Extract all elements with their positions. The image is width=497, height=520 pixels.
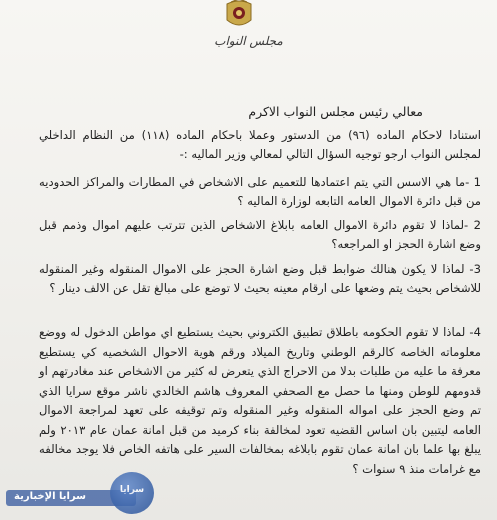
watermark-badge-text: سرايا [119,485,145,495]
saraya-watermark [6,472,166,514]
watermark-logo-icon [110,472,154,514]
question-3: 3- لماذا لا يكون هنالك ضوابط قبل وضع اشارة الحجز على الاموال المنقوله وغير المنقوله للاشخاص بحيث يتم وضعها على ارقام معينه بحيث لا توضع على مبالغ تقل عن الالف دينار ؟ [39,262,481,295]
watermark-brand: سرايا الإخبارية [14,491,86,502]
jordan-crest-icon [221,0,257,30]
question-4: 4- لماذا لا تقوم الحكومه باطلاق تطبيق الكتروني بحيث يستطيع اي مواطن الدخول له ووضع معلوماته الخاصه كالرقم الوطني وتاريخ الميلاد ورقم هوية الاحوال الشخصيه كي يستطيع معرفة ما عليه من طلبات بدلا من الاحراج الذي يتعرض له كثير من الاشخاص عند مغادرتهم او قدومهم للوطن ومنها ما حصل مع الصحفي المعروف هاشم الخالدي ناشر موقع سرايا الذي تم وضع الحجز على امواله المنقوله وغير المنقوله وتم توقيفه على تعهد لمراجعة الاموال العامه ليتبين بان اساس القضيه تعود لمخالفة بناء كرميد من قبل امانة عمان عام ٢٠١٣ ولم يبلغ بها علما بان امانة عمان تقوم بابلاغه بمخالفات السير على هاتفه الخاص فلا يوجد مخالفه مع غرامات منذ ٩ سنوات ؟ [39,325,481,476]
question-1: 1 -ما هي الاسس التي يتم اعتمادها للتعميم على الاشخاص في المطارات والمراكز الحدوديه من قبل دائرة الاموال العامه التابعه لوزارة الماليه ؟ [39,175,481,208]
salutation: معالي رئيس مجلس النواب الاكرم [248,104,423,119]
council-name: مجلس النواب [214,34,283,48]
question-2: 2 -لماذا لا تقوم دائرة الاموال العامه بابلاغ الاشخاص الذين تترتب عليهم اموال وذمم قبل وضع اشارة الحجز او المراجعه؟ [39,218,481,251]
intro-paragraph: استنادا لاحكام الماده (٩٦) من الدستور وعملا باحكام الماده (١١٨) من النظام الداخلي لمجلس النواب ارجو توجيه السؤال التالي لمعالي وزير الماليه :- [39,128,481,161]
